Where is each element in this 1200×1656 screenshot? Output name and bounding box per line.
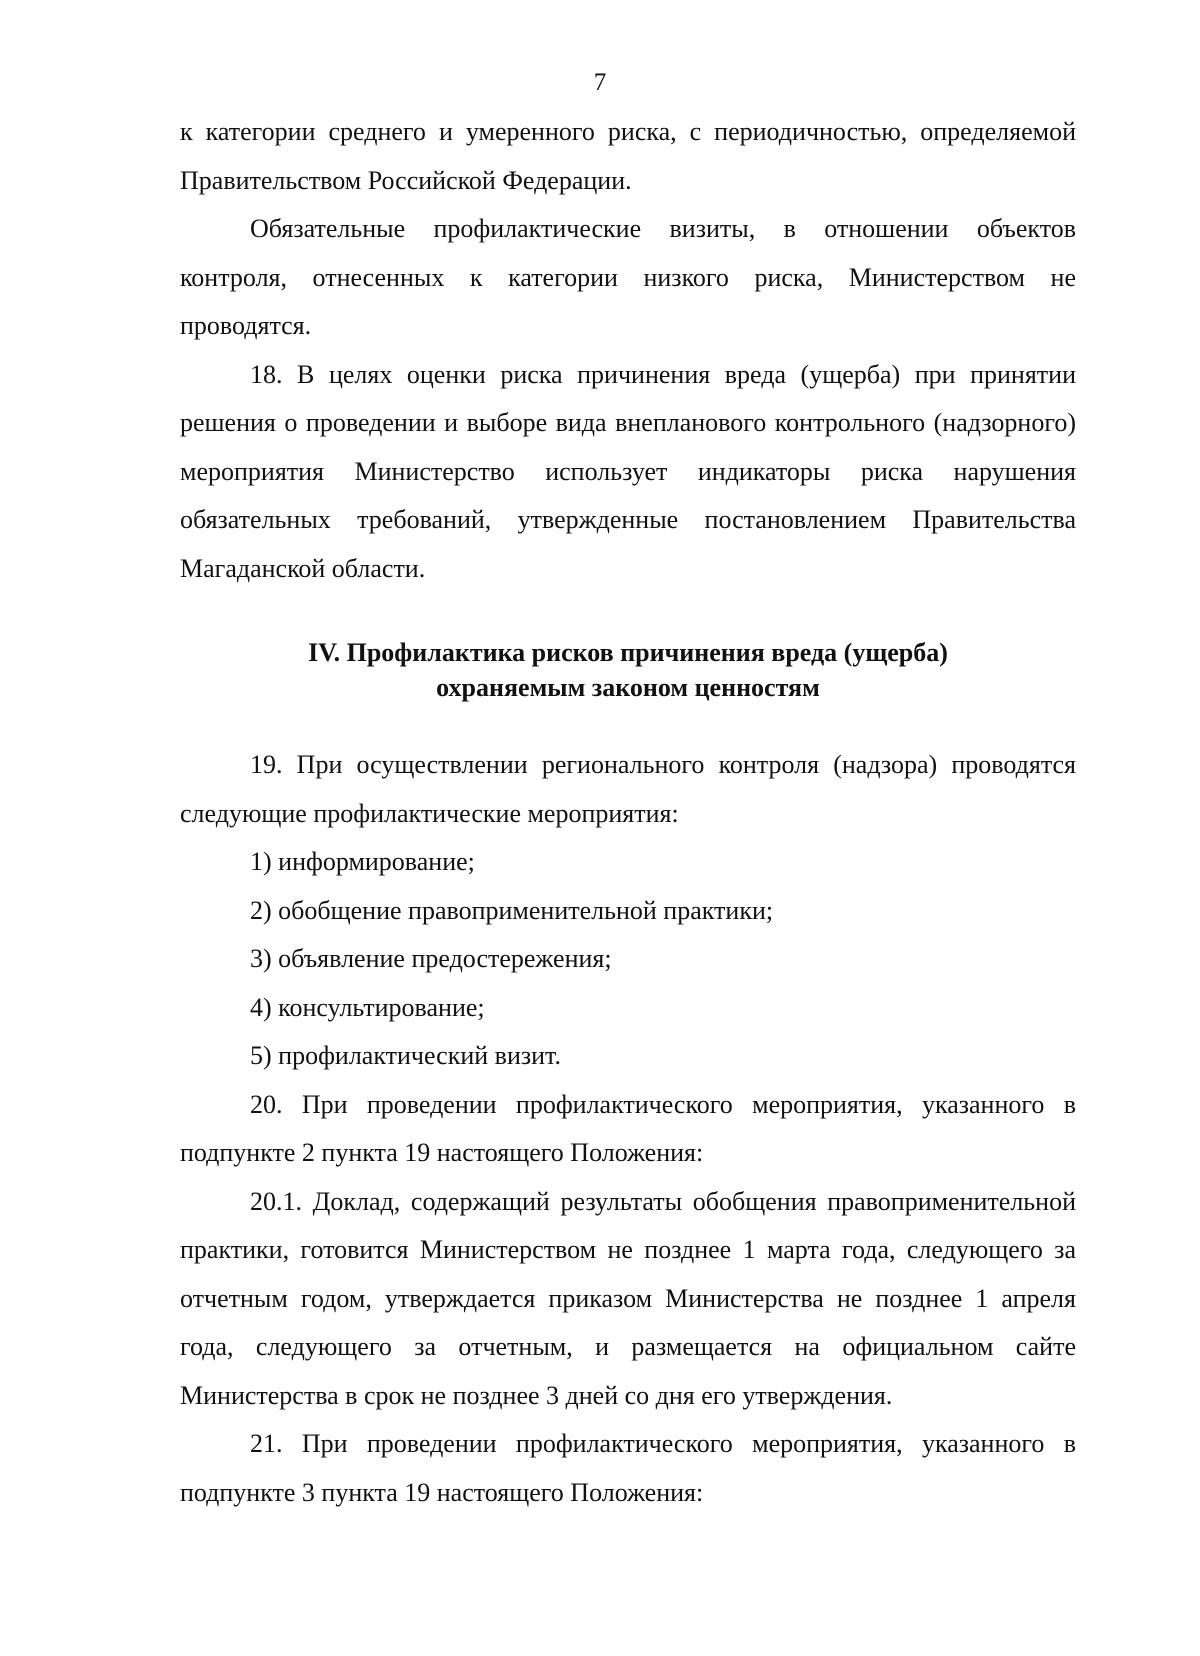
paragraph-continuation: к категории среднего и умеренного риска, с периодичностью, определяемой Правительством Российской Федерации. (180, 117, 1076, 195)
list-item: 1) информирование; (250, 847, 475, 876)
paragraph-preventive-visits: Обязательные профилактические визиты, в отношении объектов контроля, отнесенных к категории низкого риска, Министерством не проводятся. (180, 214, 1076, 340)
paragraph-18: 18. В целях оценки риска причинения вреда (ущерба) при принятии решения о проведении и выборе вида внепланового контрольного (надзорного) мероприятия Министерство использует индикаторы риска нарушения обязательных требований, утвержденные постановлением Правительства Магаданской области. (180, 359, 1076, 583)
paragraph-21: 21. При проведении профилактического мероприятия, указанного в подпункте 3 пункта 19 настоящего Положения: (180, 1429, 1076, 1507)
paragraph-20: 20. При проведении профилактического мероприятия, указанного в подпункте 2 пункта 19 настоящего Положения: (180, 1089, 1076, 1167)
document-body (180, 108, 1076, 1517)
page-number: 7 (593, 69, 607, 96)
paragraph-20-1: 20.1. Доклад, содержащий результаты обобщения правоприменительной практики, готовится Министерством не позднее 1 марта года, следующего за отчетным годом, утверждается приказом Министерства не позднее 1 апреля года, следующего за отчетным, и размещается на официальном сайте Министерства в срок не позднее 3 дней со дня его утверждения. (180, 1186, 1076, 1410)
paragraph-19: 19. При осуществлении регионального контроля (надзора) проводятся следующие профилактические мероприятия: (180, 750, 1076, 828)
list-item: 4) консультирование; (250, 992, 485, 1022)
list-item: 2) обобщение правоприменительной практики; (250, 895, 774, 925)
list-item: 3) объявление предостережения; (250, 944, 612, 973)
section-heading-line-1: IV. Профилактика рисков причинения вреда (ущерба) (308, 638, 948, 667)
section-heading (180, 635, 1076, 705)
section-heading-line-2: охраняемым законом ценностям (436, 673, 820, 702)
list-item: 5) профилактический визит. (250, 1041, 561, 1070)
